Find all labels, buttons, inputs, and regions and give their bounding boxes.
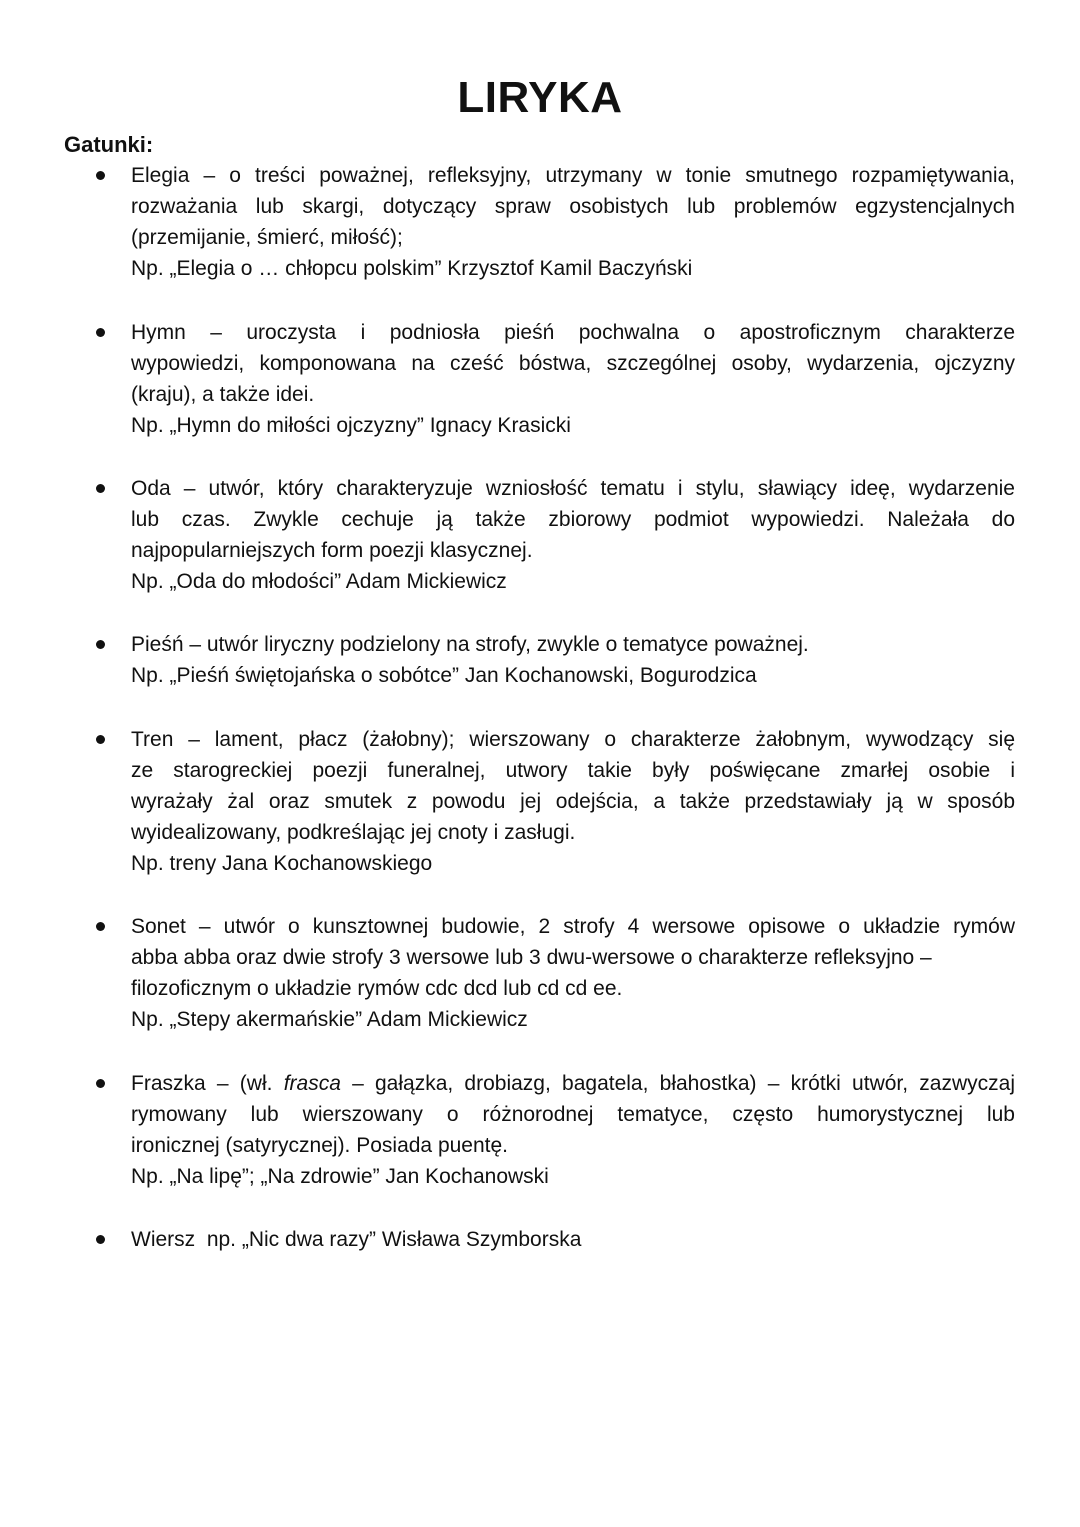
bullet-icon (96, 735, 105, 744)
item-text-line: ze starogreckiej poezji funeralnej, utwory takie były poświęcane zmarłej osobie i (131, 759, 1015, 782)
bullet-icon (96, 1079, 105, 1088)
bullet-icon (96, 328, 105, 337)
item-text-line: Wiersz np. „Nic dwa razy” Wisława Szymborska (131, 1228, 582, 1251)
item-example: Np. „Na lipę”; „Na zdrowie” Jan Kochanowski (131, 1165, 549, 1188)
item-example: Np. treny Jana Kochanowskiego (131, 852, 433, 875)
item-text-line: rymowany lub wierszowany o różnorodnej tematyce, często humorystycznej lub (131, 1103, 1015, 1126)
bullet-icon (96, 922, 105, 931)
item-example: Np. „Hymn do miłości ojczyzny” Ignacy Krasicki (131, 414, 571, 437)
page-title: LIRYKA (457, 73, 623, 122)
item-text-line: (przemijanie, śmierć, miłość); (131, 226, 403, 249)
item-text-line (131, 1068, 1015, 1099)
section-label: Gatunki: (64, 132, 154, 157)
item-text-line: lub czas. Zwykle cechuje ją także zbiorowy podmiot wypowiedzi. Należała do (131, 508, 1015, 531)
italic-term: frasca (283, 1072, 341, 1095)
item-text-segment: Fraszka – (wł. (131, 1072, 284, 1095)
bullet-icon (96, 1235, 105, 1244)
item-text-line: wyrażały żal oraz smutek z powodu jej odejścia, a także przedstawiały ją w sposób (131, 790, 1015, 813)
item-text-line: najpopularniejszych form poezji klasycznej. (131, 539, 533, 562)
item-text-line: abba abba oraz dwie strofy 3 wersowe lub 3 dwu-wersowe o charakterze refleksyjno – (131, 946, 932, 969)
item-text-line: wypowiedzi, komponowana na cześć bóstwa, szczególnej osoby, wydarzenia, ojczyzny (131, 352, 1015, 375)
item-text-line: (kraju), a także idei. (131, 383, 315, 406)
item-text-line: rozważania lub skargi, dotyczący spraw osobistych lub problemów egzystencjalnych (131, 195, 1015, 218)
item-example: Np. „Stepy akermańskie” Adam Mickiewicz (131, 1008, 528, 1031)
bullet-icon (96, 171, 105, 180)
item-text-line: filozoficznym o układzie rymów cdc dcd lub cd cd ee. (131, 977, 623, 1000)
item-text-line: Sonet – utwór o kunsztownej budowie, 2 strofy 4 wersowe opisowe o układzie rymów (131, 915, 1015, 938)
bullet-icon (96, 484, 105, 493)
bullet-icon (96, 640, 105, 649)
item-example: Np. „Oda do młodości” Adam Mickiewicz (131, 570, 507, 593)
item-text-line: Elegia – o treści poważnej, refleksyjny, utrzymany w tonie smutnego rozpamiętywania, (131, 164, 1015, 187)
item-example: Np. „Elegia o … chłopcu polskim” Krzysztof Kamil Baczyński (131, 257, 693, 280)
item-text-line: Pieśń – utwór liryczny podzielony na strofy, zwykle o tematyce poważnej. (131, 633, 809, 656)
item-example: Np. „Pieśń świętojańska o sobótce” Jan Kochanowski, Bogurodzica (131, 664, 757, 687)
item-text-segment: – gałązka, drobiazg, bagatela, błahostka) – krótki utwór, zazwyczaj (340, 1072, 1015, 1095)
item-text-line: ironicznej (satyrycznej). Posiada puentę. (131, 1134, 509, 1157)
item-text-line: Tren – lament, płacz (żałobny); wierszowany o charakterze żałobnym, wywodzący się (131, 728, 1015, 751)
item-text-line: Hymn – uroczysta i podniosła pieśń pochwalna o apostroficznym charakterze (131, 321, 1015, 344)
item-text-line: Oda – utwór, który charakteryzuje wzniosłość tematu i stylu, sławiący ideę, wydarzenie (131, 477, 1015, 500)
item-text-line: wyidealizowany, podkreślając jej cnoty i zasługi. (131, 821, 576, 844)
